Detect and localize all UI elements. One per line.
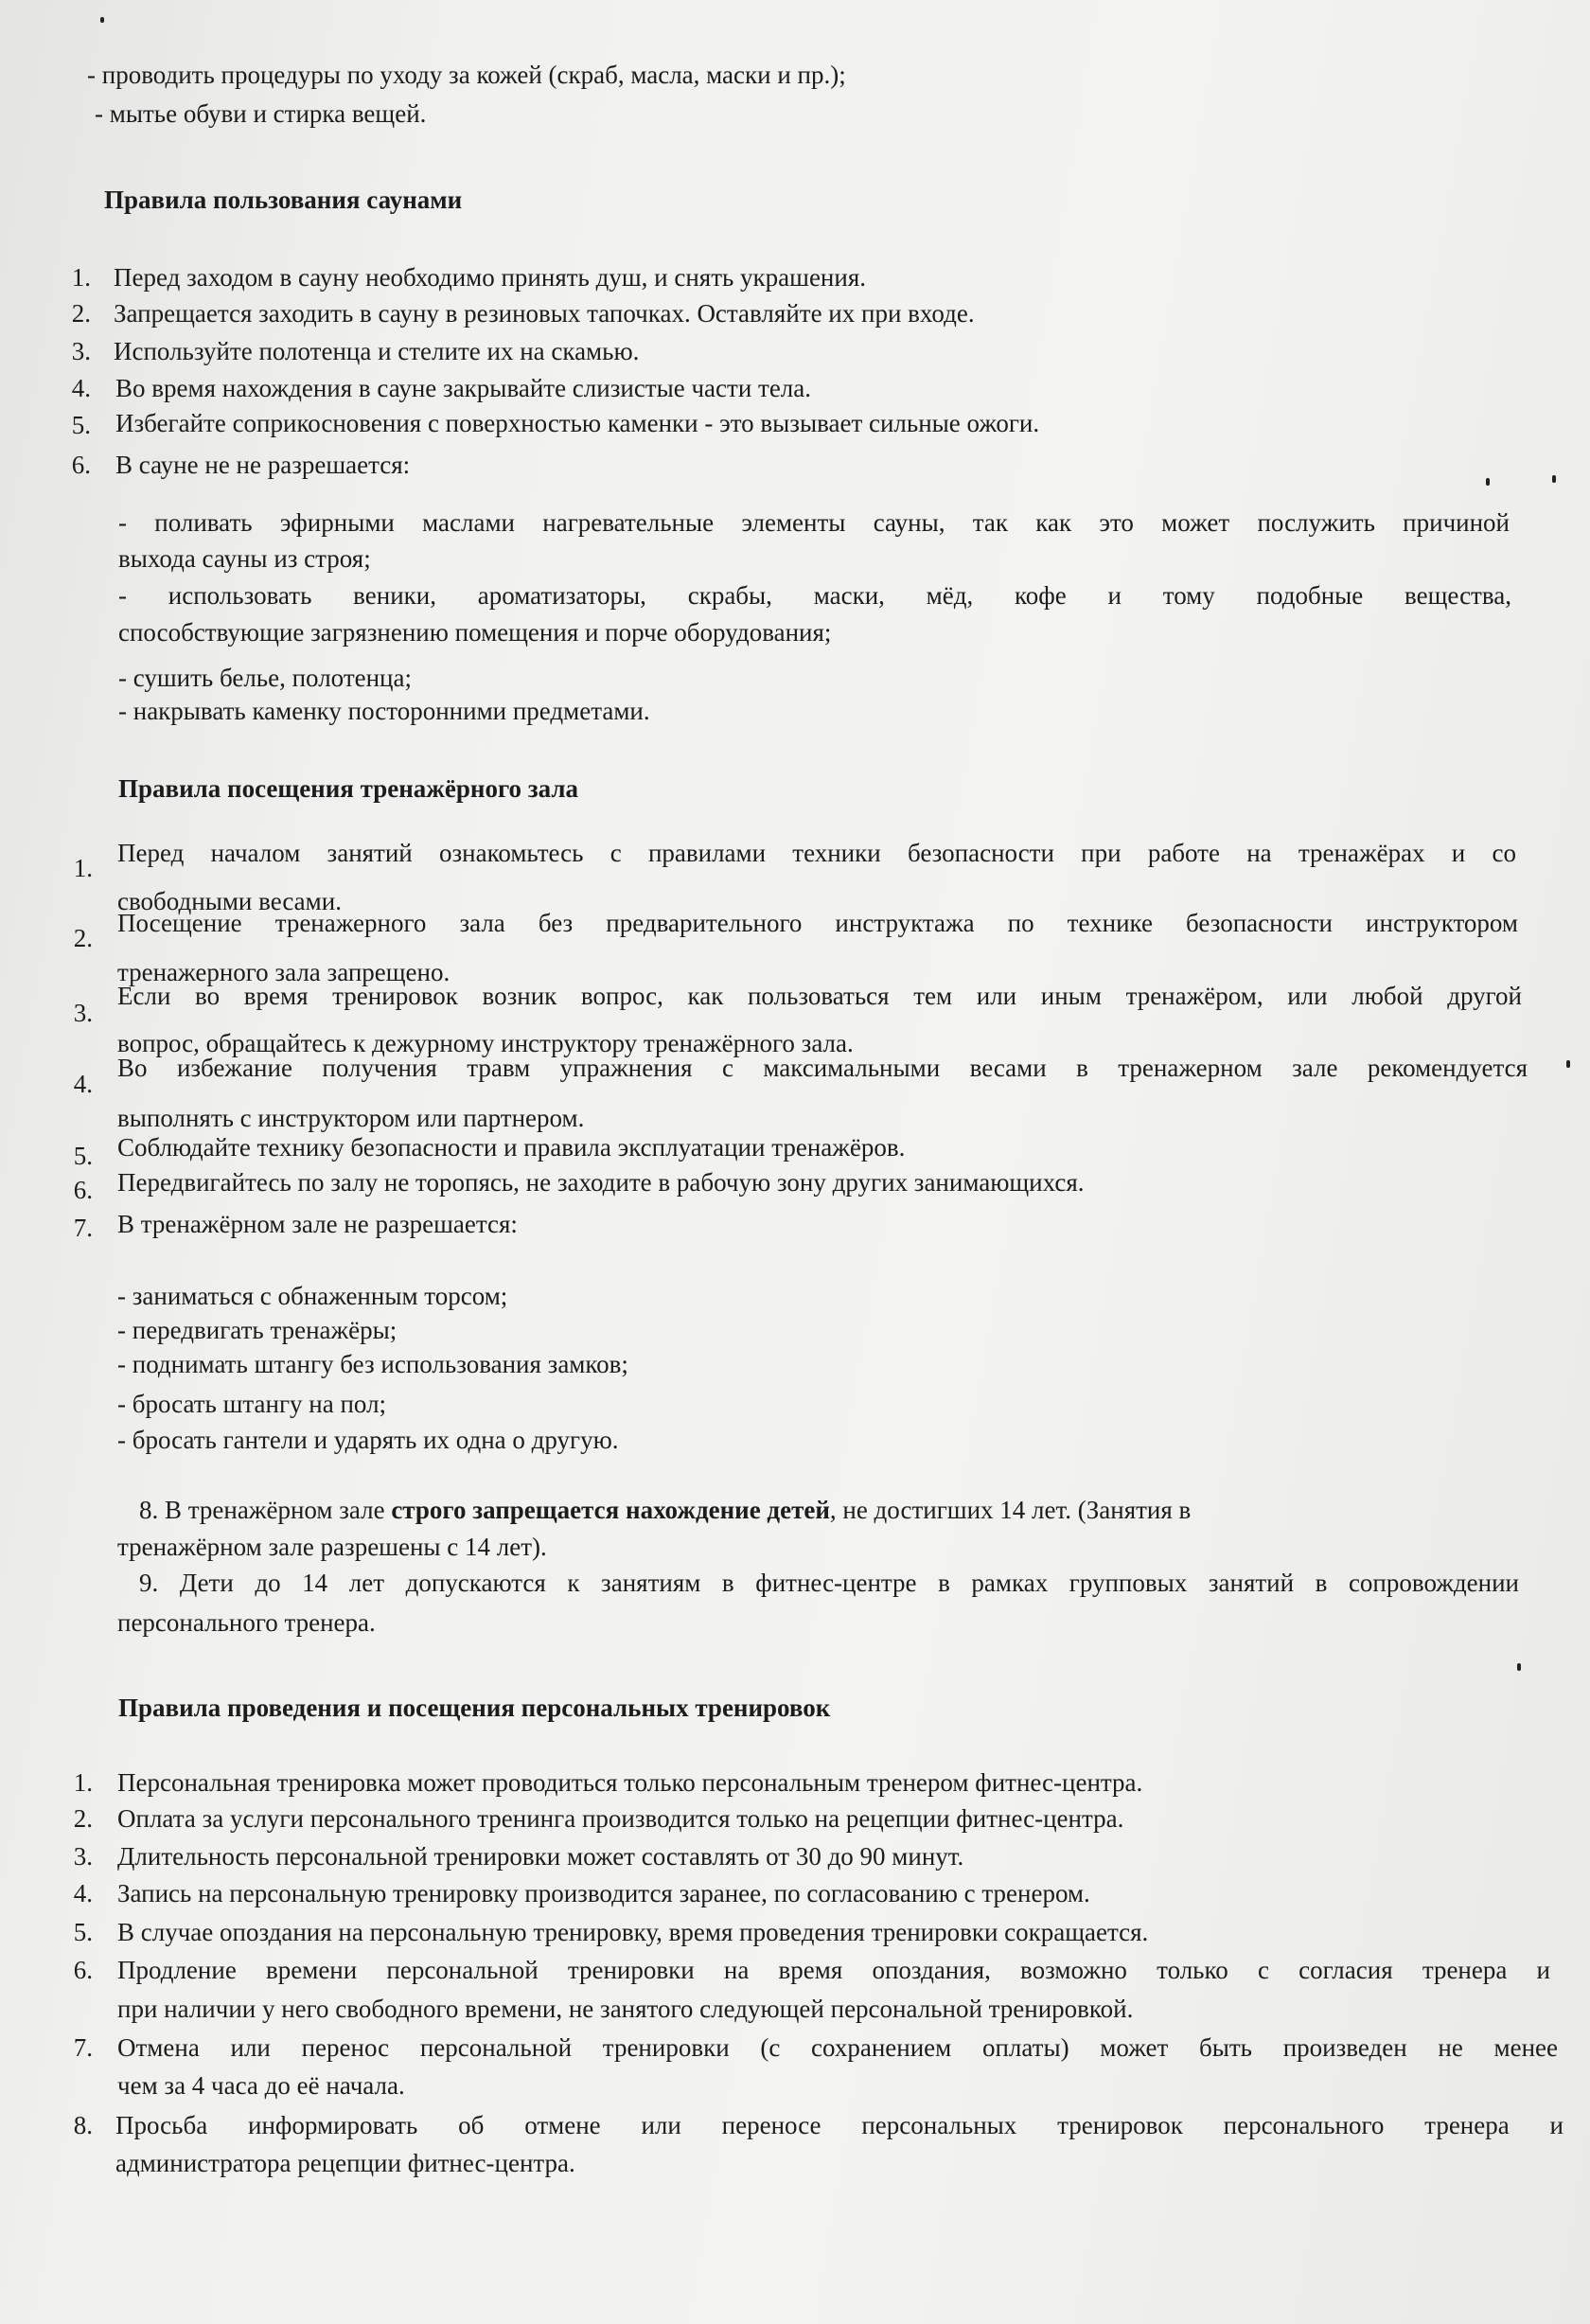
sauna-prohibited-item: способствующие загрязнению помещения и порче оборудования; bbox=[118, 618, 832, 647]
list-number: 2. bbox=[73, 1804, 93, 1833]
gym-prohibited-item: - передвигать тренажёры; bbox=[117, 1316, 398, 1344]
list-number: 5. bbox=[71, 411, 91, 439]
personal-rule: Просьба информировать об отмене или переносе персональных тренировок персонального тренера и bbox=[115, 2111, 1564, 2139]
list-number: 8. bbox=[73, 2111, 93, 2139]
list-number: 3. bbox=[71, 337, 91, 365]
sauna-prohibited-item: - сушить белье, полотенца; bbox=[118, 664, 412, 692]
list-number: 3. bbox=[73, 1842, 93, 1871]
intro-item: - проводить процедуры по уходу за кожей (скраб, масла, маски и пр.); bbox=[87, 61, 846, 89]
sauna-prohibited-item: - накрывать каменку посторонними предметами. bbox=[118, 697, 650, 725]
paper-speck bbox=[1517, 1663, 1521, 1671]
paper-speck bbox=[1552, 475, 1556, 483]
personal-rule: Отмена или перенос персональной тренировки (с сохранением оплаты) может быть произведен не менее bbox=[117, 2033, 1558, 2062]
list-number: 2. bbox=[73, 924, 93, 952]
personal-rule: администратора рецепции фитнес-центра. bbox=[115, 2149, 575, 2177]
gym-rule-8 bbox=[139, 1494, 1191, 1526]
sauna-rule: Используйте полотенца и стелите их на скамью. bbox=[114, 337, 640, 365]
sauna-rule: В сауне не не разрешается: bbox=[115, 451, 411, 479]
personal-rule: Длительность персональной тренировки может составлять от 30 до 90 минут. bbox=[117, 1842, 964, 1871]
paper-speck bbox=[1566, 1060, 1570, 1068]
sauna-prohibited-item: выхода сауны из строя; bbox=[118, 544, 371, 573]
gym-rule: Передвигайтесь по залу не торопясь, не заходите в рабочую зону других занимающихся. bbox=[117, 1168, 1085, 1197]
gym-prohibited-item: - бросать штангу на пол; bbox=[117, 1390, 387, 1418]
list-number: 6. bbox=[73, 1956, 93, 1984]
gym-rule: Во избежание получения травм упражнения с максимальными весами в тренажерном зале рекомендуется bbox=[117, 1054, 1528, 1082]
gym-rule: тренажерного зала запрещено. bbox=[117, 958, 450, 986]
gym-rule-8-suffix: , не достигших 14 лет. (Занятия в bbox=[829, 1496, 1192, 1524]
list-number: 4. bbox=[73, 1070, 93, 1098]
gym-rule: выполнять с инструктором или партнером. bbox=[117, 1104, 585, 1132]
list-number: 5. bbox=[73, 1142, 93, 1170]
personal-rule: В случае опоздания на персональную тренировку, время проведения тренировки сокращается. bbox=[117, 1918, 1149, 1946]
sauna-rule: Во время нахождения в сауне закрывайте слизистые части тела. bbox=[115, 374, 812, 402]
intro-item: - мытье обуви и стирка вещей. bbox=[95, 99, 427, 128]
gym-prohibited-item: - бросать гантели и ударять их одна о другую. bbox=[117, 1426, 619, 1454]
personal-rule: Оплата за услуги персонального тренинга производится только на рецепции фитнес-центра. bbox=[117, 1804, 1124, 1833]
list-number: 3. bbox=[73, 999, 93, 1027]
list-number: 1. bbox=[73, 1768, 93, 1797]
sauna-rule: Запрещается заходить в сауну в резиновых тапочках. Оставляйте их при входе. bbox=[114, 299, 975, 328]
list-number: 4. bbox=[73, 1879, 93, 1907]
personal-rule: чем за 4 часа до её начала. bbox=[117, 2071, 405, 2100]
gym-rule: свободными весами. bbox=[117, 887, 342, 915]
personal-rule: Персональная тренировка может проводиться только персональным тренером фитнес-центра. bbox=[117, 1768, 1143, 1797]
gym-rule-8-continued: тренажёрном зале разрешены с 14 лет). bbox=[117, 1533, 547, 1561]
sauna-prohibited-item: - поливать эфирными маслами нагревательные элементы сауны, так как это может послужить причиной bbox=[118, 508, 1510, 537]
gym-rule: Перед началом занятий ознакомьтесь с правилами техники безопасности при работе на тренажёрах и со bbox=[117, 839, 1516, 867]
gym-rule: Посещение тренажерного зала без предварительного инструктажа по технике безопасности инструктором bbox=[117, 909, 1518, 937]
gym-rule-9: 9. Дети до 14 лет допускаются к занятиям в фитнес-центре в рамках групповых занятий в сопровождении bbox=[139, 1569, 1519, 1597]
paper-speck bbox=[1486, 478, 1490, 486]
sauna-rule: Перед заходом в сауну необходимо принять душ, и снять украшения. bbox=[114, 263, 866, 292]
gym-rule: В тренажёрном зале не разрешается: bbox=[117, 1210, 518, 1238]
list-number: 1. bbox=[71, 263, 91, 292]
list-number: 7. bbox=[73, 2033, 93, 2062]
section-title-personal: Правила проведения и посещения персональных тренировок bbox=[118, 1694, 831, 1722]
paper-speck bbox=[100, 17, 104, 23]
gym-prohibited-item: - заниматься с обнаженным торсом; bbox=[117, 1282, 508, 1310]
list-number: 5. bbox=[73, 1918, 93, 1946]
gym-rule: Если во время тренировок возник вопрос, как пользоваться тем или иным тренажёром, или любой другой bbox=[117, 982, 1522, 1010]
gym-rule-9-continued: персонального тренера. bbox=[117, 1608, 376, 1637]
section-title-sauna: Правила пользования саунами bbox=[104, 186, 463, 214]
personal-rule: при наличии у него свободного времени, не занятого следующей персональной тренировкой. bbox=[117, 1995, 1134, 2023]
list-number: 6. bbox=[73, 1176, 93, 1204]
gym-rule-8-emphasis: строго запрещается нахождение детей bbox=[391, 1496, 830, 1524]
list-number: 6. bbox=[71, 451, 91, 479]
list-number: 7. bbox=[73, 1214, 93, 1242]
personal-rule: Продление времени персональной тренировки на время опоздания, возможно только с согласия тренера и bbox=[117, 1956, 1550, 1984]
list-number: 4. bbox=[71, 374, 91, 402]
list-number: 1. bbox=[73, 854, 93, 882]
gym-rule-8-prefix: 8. В тренажёрном зале bbox=[139, 1496, 385, 1524]
sauna-prohibited-item: - использовать веники, ароматизаторы, скрабы, маски, мёд, кофе и тому подобные вещества, bbox=[118, 581, 1511, 610]
gym-prohibited-item: - поднимать штангу без использования замков; bbox=[117, 1350, 628, 1378]
list-number: 2. bbox=[71, 299, 91, 328]
gym-rule: Соблюдайте технику безопасности и правила эксплуатации тренажёров. bbox=[117, 1133, 906, 1162]
gym-rule: вопрос, обращайтесь к дежурному инструктору тренажёрного зала. bbox=[117, 1029, 854, 1057]
sauna-rule: Избегайте соприкосновения с поверхностью каменки - это вызывает сильные ожоги. bbox=[115, 409, 1040, 437]
section-title-gym: Правила посещения тренажёрного зала bbox=[118, 774, 579, 803]
personal-rule: Запись на персональную тренировку производится заранее, по согласованию с тренером. bbox=[117, 1879, 1090, 1907]
